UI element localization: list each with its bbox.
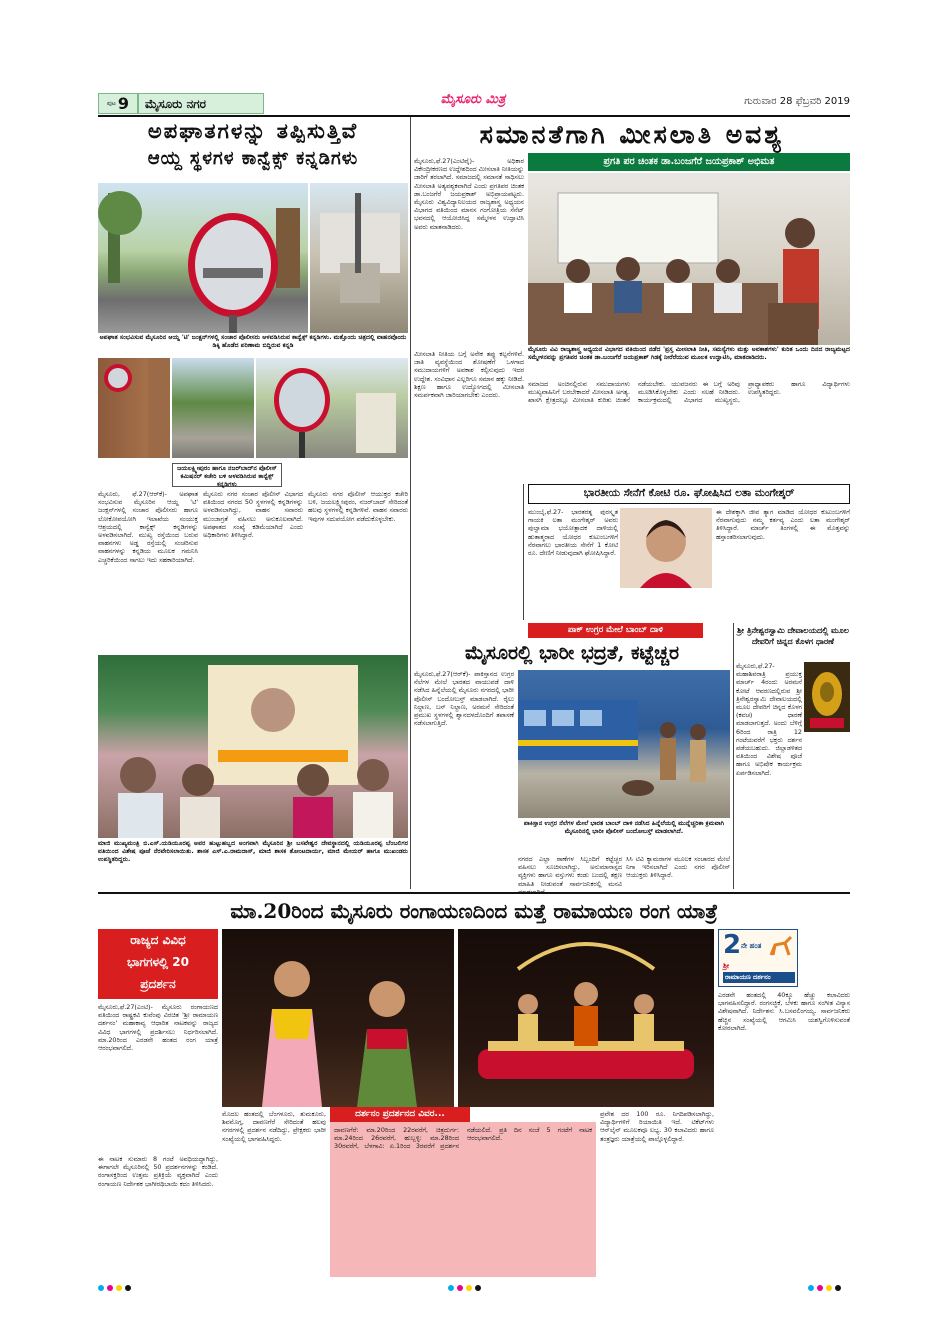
black-mark xyxy=(835,1285,841,1291)
ramayana-body-2: ಈ ನಾಟಕ ಸುಮಾರು 8 ಗಂಟೆ ಅವಧಿಯದ್ದಾಗಿದ್ದು, ಈಗಾಗಲೇ ಮೈಸೂರಿನಲ್ಲಿ 50 ಪ್ರದರ್ಶನಗಳನ್ನು ಕಂಡಿದೆ. ರಂಗಾಸಕ್ತರಿಂದ ಉತ್ತಮ ಪ್ರತಿಕ್ರಿಯೆ ವ್ಯಕ್ತವಾಗಿದೆ ಎಂದು ರಂಗಾಯಣ ನಿರ್ದೇಶಕ ಭಾಗೀರಥಿಬಾಯಿ ಕದಂ ತಿಳಿಸಿದರು. xyxy=(98,1155,218,1188)
section-label: ಮೈಸೂರು ನಗರ xyxy=(138,93,264,114)
print-marks-right xyxy=(808,1285,841,1291)
reservation-body-3: ಸಮಾಜದ ಅಂಚಿನಲ್ಲಿರುವ ಸಮುದಾಯಗಳು ಮುಖ್ಯವಾಹಿನಿಗೆ ಬರಬೇಕಾದರೆ ಮೀಸಲಾತಿ ಅಗತ್ಯ. ಖಾಸಗಿ ಕ್ಷೇತ್ರದಲ್ಲೂ ಮೀಸಲಾತಿ ಕುರಿತು ಚಿಂತನೆ ನಡೆಯಬೇಕು. ಯುವಜನರು ಈ ಬಗ್ಗೆ ಅರಿವು ಮೂಡಿಸಿಕೊಳ್ಳಬೇಕು ಎಂದು ಸಲಹೆ ನೀಡಿದರು. ಕಾರ್ಯಕ್ರಮದಲ್ಲಿ ವಿಭಾಗದ ಮುಖ್ಯಸ್ಥರು, ಪ್ರಾಧ್ಯಾಪಕರು ಹಾಗೂ ವಿದ್ಯಾರ್ಥಿಗಳು ಉಪಸ್ಥಿತರಿದ್ದರು. xyxy=(528,380,850,405)
ramayana-top-rule xyxy=(98,892,850,894)
side-head-line-2: ಭಾಗಗಳಲ್ಲಿ 20 xyxy=(127,955,189,969)
print-marks-center xyxy=(448,1285,481,1291)
photo-roadside-trees xyxy=(172,358,254,458)
security-kicker: ಪಾಕ್ ಉಗ್ರರ ಮೇಲೆ ಬಾಂಬ್ ದಾಳಿ xyxy=(528,623,703,638)
ramayana-body-3: ಮೊದಲ ಹಂತದಲ್ಲಿ ಬೆಂಗಳೂರು, ತುಮಕೂರು, ಶಿವಮೊಗ್ಗ, ದಾವಣಗೆರೆ ಸೇರಿದಂತೆ ಹಲವು ನಗರಗಳಲ್ಲಿ ಪ್ರದರ್ಶನ ನಡೆದಿದ್ದು, ಪ್ರೇಕ್ಷಕರು ಭಾರೀ ಸಂಖ್ಯೆಯಲ್ಲಿ ಭಾಗವಹಿಸಿದ್ದರು. xyxy=(222,1110,326,1143)
lata-body-1: ಮುಂಬೈ,ಫೆ.27- ಭಾರತರತ್ನ ಪುರಸ್ಕೃತ ಗಾಯಕಿ ಲತಾ ಮಂಗೇಶ್ಕರ್ ಅವರು ಪುಲ್ವಾಮಾ ಭಯೋತ್ಪಾದಕ ದಾಳಿಯಲ್ಲಿ ಹುತಾತ್ಮರಾದ ಯೋಧರ ಕುಟುಂಬಗಳಿಗೆ ನೆರವಾಗಲು ಭಾರತೀಯ ಸೇನೆಗೆ 1 ಕೋಟಿ ರೂ. ದೇಣಿಗೆ ನೀಡುವುದಾಗಿ ಘೋಷಿಸಿದ್ದಾರೆ. xyxy=(528,508,618,558)
magenta-mark xyxy=(457,1285,463,1291)
photo-temple-idol xyxy=(804,662,850,732)
mirror-headline-1: ಅಪಘಾತಗಳನ್ನು ತಪ್ಪಿಸುತ್ತಿವೆ xyxy=(147,118,359,143)
yellow-mark xyxy=(116,1285,122,1291)
black-mark xyxy=(125,1285,131,1291)
left-column-divider xyxy=(410,117,411,889)
black-mark xyxy=(475,1285,481,1291)
magenta-mark xyxy=(817,1285,823,1291)
reservation-subhead: ಪ್ರಗತಿ ಪರ ಚಿಂತಕ ಡಾ.ಬಂಜಗೆರೆ ಜಯಪ್ರಕಾಶ್ ಅಭಿಮತ xyxy=(528,153,850,171)
temple-headline: ಶ್ರೀ ತ್ರಿನೇಶ್ವರಸ್ವಾಮಿ ದೇವಾಲಯದಲ್ಲಿ ಮೂಲ ದೇವರಿಗೆ ಚಿನ್ನದ ಕೊಳಗ ಧಾರಣೆ xyxy=(737,626,849,646)
paper-name: ಮೈಸೂರು ಮಿತ್ರ xyxy=(440,92,506,107)
deer-icon xyxy=(767,933,795,959)
badge-line-2: ರಾಮಾಯಣ ದರ್ಶನಂ xyxy=(723,972,795,983)
side-head-line-1: ರಾಜ್ಯದ ವಿವಿಧ xyxy=(130,933,186,947)
photo-convex-mirror-road xyxy=(98,183,308,333)
mirror-body-3: ಮೈಸೂರು ನಗರ ಪೊಲೀಸ್ ಆಯುಕ್ತರ ಕಚೇರಿ ಬಳಿ, ಜಯಲಕ್ಷ್ಮೀಪುರಂ, ನಜರ್‌ಬಾದ್ ಸೇರಿದಂತೆ ಹಲವು ಸ್ಥಳಗಳಲ್ಲಿ ಕನ್ನಡಿಗಳಿವೆ. ವಾಹನ ಸವಾರರು ಇವುಗಳ ಸದುಪಯೋಗ ಪಡೆದುಕೊಳ್ಳಬೇಕು. xyxy=(308,490,408,523)
badge-number: 2 xyxy=(723,930,742,960)
photo-ramayana-actors-1 xyxy=(222,929,454,1107)
ramayana-detail-title: ದರ್ಶನಂ ಪ್ರದರ್ಶನದ ವಿವರ... xyxy=(330,1107,470,1122)
page-number: 9 xyxy=(117,94,129,113)
event-caption: ಮಾಜಿ ಮುಖ್ಯಮಂತ್ರಿ ಬಿ.ಎಸ್.ಯಡಿಯೂರಪ್ಪ ಅವರ ಹುಟ್ಟುಹಬ್ಬದ ಅಂಗವಾಗಿ ಮೈಸೂರಿನ ಶ್ರೀ ಬಸವೇಶ್ವರ ದೇವಸ್ಥಾನದಲ್ಲಿ ಯಡಿಯೂರಪ್ಪ ಬೆಂಬಲಿಗರ ವತಿಯಿಂದ ವಿಶೇಷ ಪೂಜೆ ನೆರವೇರಿಸಲಾಯಿತು. ಶಾಸಕ ಎಸ್.ಎ.ರಾಮದಾಸ್, ಮಾಜಿ ಶಾಸಕ ತೋಂಟದಾರ್ಯ, ಮಾಜಿ ಮೇಯರ್ ಹಾಗೂ ಮುಖಂಡರು ಉಪಸ್ಥಿತರಿದ್ದರು. xyxy=(98,840,408,863)
photo-birthday-event xyxy=(98,655,408,838)
yellow-mark xyxy=(466,1285,472,1291)
mirror-caption-small: ಜಯಲಕ್ಷ್ಮೀಪುರಂ ಹಾಗೂ ನಜರ್‌ಬಾದ್‌ನ ಪೊಲೀಸ್ ಕಮಿಷನರ್ ಕಚೇರಿ ಬಳಿ ಅಳವಡಿಸಿರುವ ಕಾನ್ವೆಕ್ಸ್ ಕನ್ನಡಿಗಳು xyxy=(172,463,282,487)
photo-railway-station xyxy=(518,670,730,818)
ramayana-body-1: ಮೈಸೂರು,ಫೆ.27(ಎಂಟಿ)- ಮೈಸೂರು ರಂಗಾಯಣದ ವತಿಯಿಂದ ರಾಷ್ಟ್ರಕವಿ ಕುವೆಂಪು ವಿರಚಿತ 'ಶ್ರೀ ರಾಮಾಯಣ ದರ್ಶನಂ' ಮಹಾಕಾವ್ಯ ಆಧಾರಿತ ನಾಟಕವನ್ನು ರಾಜ್ಯದ ವಿವಿಧ ಭಾಗಗಳಲ್ಲಿ ಪ್ರದರ್ಶಿಸಲು ನಿರ್ಧರಿಸಲಾಗಿದೆ. ಮಾ.20ರಿಂದ ಎರಡನೇ ಹಂತದ ರಂಗ ಯಾತ್ರೆ ಆರಂಭವಾಗಲಿದೆ. xyxy=(98,1003,218,1053)
ramayana-side-head xyxy=(98,929,218,999)
magenta-mark xyxy=(107,1285,113,1291)
lata-divider xyxy=(523,484,524,620)
temple-body: ಮೈಸೂರು,ಫೆ.27- ಮಹಾಶಿವರಾತ್ರಿ ಪ್ರಯುಕ್ತ ಮಾರ್ಚ್ 4ರಂದು ಅರಮನೆ ಕೋಟೆ ಆವರಣದಲ್ಲಿರುವ ಶ್ರೀ ತ್ರಿನೇಶ್ವರಸ್ವಾಮಿ ದೇವಾಲಯದಲ್ಲಿ ಮೂಲ ದೇವರಿಗೆ ಚಿನ್ನದ ಕೊಳಗ (ಕವಚ) ಧಾರಣೆ ಮಾಡಲಾಗುತ್ತದೆ. ಅಂದು ಬೆಳಿಗ್ಗೆ 6ರಿಂದ ರಾತ್ರಿ 12 ಗಂಟೆಯವರೆಗೆ ಭಕ್ತರು ದರ್ಶನ ಪಡೆಯಬಹುದು. ಜಿಲ್ಲಾಡಳಿತದ ವತಿಯಿಂದ ವಿಶೇಷ ಪೂಜೆ ಹಾಗೂ ಅಭಿಷೇಕ ಕಾರ್ಯಕ್ರಮ ಏರ್ಪಡಿಸಲಾಗಿದೆ. xyxy=(736,662,802,777)
page-prefix: ಪುಟ xyxy=(107,99,116,107)
cyan-mark xyxy=(448,1285,454,1291)
ramayana-body-6: ಎರಡನೇ ಹಂತದಲ್ಲಿ 40ಕ್ಕೂ ಹೆಚ್ಚು ಕಲಾವಿದರು ಭಾಗವಹಿಸಲಿದ್ದಾರೆ. ರಂಗಸಜ್ಜಿಕೆ, ಬೆಳಕು ಹಾಗೂ ಸಂಗೀತ ವಿನ್ಯಾಸ ವಿಶೇಷವಾಗಿದೆ. ನಿರ್ದೇಶನ: ಸಿ.ಬಸವಲಿಂಗಯ್ಯ. ಸಾರ್ವಜನಿಕರು ಹೆಚ್ಚಿನ ಸಂಖ್ಯೆಯಲ್ಲಿ ಆಗಮಿಸಿ ಯಶಸ್ವಿಗೊಳಿಸುವಂತೆ ಕೋರಲಾಗಿದೆ. xyxy=(718,991,850,1032)
ramayana-headline: ಮಾ.20ರಿಂದ ಮೈಸೂರು ರಂಗಾಯಣದಿಂದ ಮತ್ತೆ ರಾಮಾಯಣ ರಂಗ ಯಾತ್ರೆ xyxy=(230,899,718,923)
issue-date: ಗುರುವಾರ 28 ಫೆಬ್ರವರಿ 2019 xyxy=(744,96,850,107)
print-marks-left xyxy=(98,1285,131,1291)
lata-headline: ಭಾರತೀಯ ಸೇನೆಗೆ ಕೋಟಿ ರೂ. ಘೋಷಿಸಿದ ಲತಾ ಮಂಗೇಶ್ಕರ್ xyxy=(528,484,850,504)
cyan-mark xyxy=(98,1285,104,1291)
reservation-headline: ಸಮಾನತೆಗಾಗಿ ಮೀಸಲಾತಿ ಅವಶ್ಯ xyxy=(479,120,785,149)
security-body-3: ಸಿಸಿ ಟಿವಿ ಕ್ಯಾಮರಾಗಳ ಮೂಲಕ ಸಂಚಾರದ ಮೇಲೆ ನಿಗಾ ಇರಿಸಲಾಗಿದೆ ಎಂದು ನಗರ ಪೊಲೀಸ್ ಆಯುಕ್ತರು ತಿಳಿಸಿದ್ದಾರೆ. xyxy=(626,855,730,880)
badge-suffix: ನೇ ಹಂತ xyxy=(741,942,762,950)
side-head-line-3: ಪ್ರದರ್ಶನ xyxy=(140,977,176,991)
security-caption: ಪಾಕಿಸ್ತಾನ ಉಗ್ರರ ನೆಲೆಗಳ ಮೇಲೆ ಭಾರತ ಬಾಂಬ್ ದಾಳಿ ನಡೆಸಿದ ಹಿನ್ನೆಲೆಯಲ್ಲಿ ಮುನ್ನೆಚ್ಚರಿಕಾ ಕ್ರಮವಾಗಿ ಮೈಸೂರಿನಲ್ಲಿ ಭಾರೀ ಪೊಲೀಸ್ ಬಂದೋಬಸ್ತ್ ಮಾಡಲಾಗಿದೆ. xyxy=(523,820,725,835)
cyan-mark xyxy=(808,1285,814,1291)
ramayana-body-4: ದಾವಣಗೆರೆ: ಮಾ.20ರಿಂದ 22ರವರೆಗೆ, ಚಿತ್ರದುರ್ಗ: ಮಾ.24ರಿಂದ 26ರವರೆಗೆ, ಹುಬ್ಬಳ್ಳಿ: ಮಾ.28ರಿಂದ 30ರವರೆಗೆ, ಬೆಳಗಾವಿ: ಏ.1ರಿಂದ 3ರವರೆಗೆ ಪ್ರದರ್ಶನ ನಡೆಯಲಿದೆ. ಪ್ರತಿ ದಿನ ಸಂಜೆ 5 ಗಂಟೆಗೆ ನಾಟಕ ಆರಂಭವಾಗಲಿದೆ. xyxy=(334,1126,592,1151)
security-headline: ಮೈಸೂರಲ್ಲಿ ಭಾರೀ ಭದ್ರತೆ, ಕಟ್ಟೆಚ್ಚರ xyxy=(464,642,680,664)
reservation-body-1: ಮೈಸೂರು,ಫೆ.27(ಎಂಟಿವೈ)- ಅಧಿಕಾರ ವಿಕೇಂದ್ರೀಕರಣದ ಉದ್ದೇಶದಿಂದ ಮೀಸಲಾತಿ ನೀತಿಯನ್ನು ಜಾರಿಗೆ ತರಲಾಗಿದೆ. ಸಮಾಜದಲ್ಲಿ ಸಮಾನತೆ ಸಾಧಿಸಲು ಮೀಸಲಾತಿ ಅತ್ಯವಶ್ಯಕವಾಗಿದೆ ಎಂದು ಪ್ರಗತಿಪರ ಚಿಂತಕ ಡಾ.ಬಂಜಗೆರೆ ಜಯಪ್ರಕಾಶ್ ಅಭಿಪ್ರಾಯಪಟ್ಟರು. ಮೈಸೂರು ವಿಶ್ವವಿದ್ಯಾನಿಲಯದ ರಾಜ್ಯಶಾಸ್ತ್ರ ಅಧ್ಯಯನ ವಿಭಾಗದ ವತಿಯಿಂದ ಮಾನಸ ಗಂಗೋತ್ರಿಯ ಸೆನೆಟ್ ಭವನದಲ್ಲಿ ಆಯೋಜಿಸಿದ್ದ ಸಮ್ಮೇಳನ ಉದ್ಘಾಟಿಸಿ ಅವರು ಮಾತನಾಡಿದರು. xyxy=(414,157,524,231)
badge-line-1: ಶ್ರೀ xyxy=(723,962,730,970)
reservation-caption: ಮೈಸೂರು ವಿವಿ ರಾಜ್ಯಶಾಸ್ತ್ರ ಅಧ್ಯಯನ ವಿಭಾಗದ ವತಿಯಿಂದ ನಡೆದ 'ಪ್ರಸ್ತ ಮೀಸಲಾತಿ ನೀತಿ, ಸಮಸ್ಯೆಗಳು ಮತ್ತು ಅವಕಾಶಗಳು' ಕುರಿತ ಒಂದು ದಿನದ ರಾಜ್ಯಮಟ್ಟದ ಸಮ್ಮೇಳನವನ್ನು ಪ್ರಗತಿಪರ ಚಿಂತಕ ಡಾ.ಬಂಜಗೆರೆ ಜಯಪ್ರಕಾಶ್ ಗಿಡಕ್ಕೆ ನೀರೆರೆಯುವ ಮೂಲಕ ಉದ್ಘಾಟಿಸಿ, ಮಾತನಾಡಿದರು. xyxy=(528,346,850,361)
photo-lata-mangeshkar xyxy=(620,508,712,588)
temple-divider xyxy=(733,623,734,889)
mirror-body-2: ಮೈಸೂರು ನಗರ ಸಂಚಾರ ಪೊಲೀಸ್ ವಿಭಾಗದ ವತಿಯಿಂದ ನಗರದ 50 ಸ್ಥಳಗಳಲ್ಲಿ ಕನ್ನಡಿಗಳನ್ನು ಅಳವಡಿಸಲಾಗಿದ್ದು, ವಾಹನ ಸವಾರರು ಮುಂಜಾಗ್ರತೆ ವಹಿಸಲು ಅನುಕೂಲವಾಗಿದೆ. ಅಪಘಾತದ ಸಂಖ್ಯೆ ಕಡಿಮೆಯಾಗಿದೆ ಎಂದು ಅಧಿಕಾರಿಗಳು ತಿಳಿಸಿದ್ದಾರೆ. xyxy=(203,490,303,540)
photo-tree-mirror xyxy=(98,358,170,458)
photo-ramayana-stage xyxy=(458,929,714,1107)
reservation-body-2: ಮೀಸಲಾತಿ ನೀತಿಯ ಬಗ್ಗೆ ಅನೇಕ ತಪ್ಪು ಕಲ್ಪನೆಗಳಿವೆ. ಜಾತಿ ವ್ಯವಸ್ಥೆಯಿಂದ ಶೋಷಣೆಗೆ ಒಳಗಾದ ಸಮುದಾಯಗಳಿಗೆ ಅವಕಾಶ ಕಲ್ಪಿಸುವುದು ಇದರ ಉದ್ದೇಶ. ಸಂವಿಧಾನ ಎಲ್ಲರಿಗೂ ಸಮಾನ ಹಕ್ಕು ನೀಡಿದೆ. ಶಿಕ್ಷಣ ಹಾಗೂ ಉದ್ಯೋಗದಲ್ಲಿ ಮೀಸಲಾತಿ ಸಮರ್ಪಕವಾಗಿ ಜಾರಿಯಾಗಬೇಕು ಎಂದರು. xyxy=(414,350,524,400)
lata-body-2: ಈ ದೇಶಕ್ಕಾಗಿ ಜೀವ ತ್ಯಾಗ ಮಾಡಿದ ಯೋಧರ ಕುಟುಂಬಗಳಿಗೆ ನೆರವಾಗುವುದು ನಮ್ಮ ಕರ್ತವ್ಯ ಎಂದು ಲತಾ ಮಂಗೇಶ್ಕರ್ ತಿಳಿಸಿದ್ದಾರೆ. ಮಾರ್ಚ್ ತಿಂಗಳಲ್ಲಿ ಈ ಮೊತ್ತವನ್ನು ಹಸ್ತಾಂತರಿಸಲಾಗುವುದು. xyxy=(716,508,850,541)
mirror-headline-2: ಆಯ್ದ ಸ್ಥಳಗಳ ಕಾನ್ವೆಕ್ಸ್ ಕನ್ನಡಿಗಳು xyxy=(147,148,359,169)
yellow-mark xyxy=(826,1285,832,1291)
photo-street-mirror xyxy=(256,358,408,458)
ramayana-body-5: ಪ್ರವೇಶ ದರ 100 ರೂ. ನಿಗದಿಪಡಿಸಲಾಗಿದ್ದು, ವಿದ್ಯಾರ್ಥಿಗಳಿಗೆ ರಿಯಾಯಿತಿ ಇದೆ. ಟಿಕೆಟ್‌ಗಳು ಆನ್‌ಲೈನ್ ಮೂಲಕವೂ ಲಭ್ಯ. 30 ಕಲಾವಿದರು ಹಾಗೂ ತಂತ್ರಜ್ಞರು ಯಾತ್ರೆಯಲ್ಲಿ ಪಾಲ್ಗೊಳ್ಳಲಿದ್ದಾರೆ. xyxy=(600,1110,714,1143)
mirror-body-1: ಮೈಸೂರು, ಫೆ.27(ಆರ್‌ಕೆ)- ಅಪಘಾತ ಸಂಭವಿಸುವ ಮೈಸೂರಿನ ಆಯ್ದ 'ಟಿ' ಜಂಕ್ಷನ್‌ಗಳಲ್ಲಿ ಸಂಚಾರ ಪೊಲೀಸರು ಹಾಗೂ ಲೋಕೋಪಯೋಗಿ ಇಲಾಖೆಯ ಸಂಯುಕ್ತ ಆಶ್ರಯದಲ್ಲಿ ಕಾನ್ವೆಕ್ಸ್ ಕನ್ನಡಿಗಳನ್ನು ಅಳವಡಿಸಲಾಗಿದೆ. ಮುಖ್ಯ ರಸ್ತೆಯಿಂದ ಬರುವ ವಾಹನಗಳು ಅಡ್ಡ ರಸ್ತೆಯಲ್ಲಿ ಸಂಚರಿಸುವ ವಾಹನಗಳನ್ನು ಕನ್ನಡಿಯ ಮೂಲಕ ಗಮನಿಸಿ ಎಚ್ಚರಿಕೆಯಿಂದ ಸಾಗಲು ಇದು ಸಹಕಾರಿಯಾಗಿದೆ. xyxy=(98,490,198,564)
security-body-1: ಮೈಸೂರು,ಫೆ.27(ಆರ್‌ಕೆ)- ಪಾಕಿಸ್ತಾನದ ಉಗ್ರರ ನೆಲೆಗಳ ಮೇಲೆ ಭಾರತದ ವಾಯುಪಡೆ ದಾಳಿ ನಡೆಸಿದ ಹಿನ್ನೆಲೆಯಲ್ಲಿ ಮೈಸೂರು ನಗರದಲ್ಲಿ ಭಾರೀ ಪೊಲೀಸ್ ಬಂದೋಬಸ್ತ್ ಮಾಡಲಾಗಿದೆ. ರೈಲು ನಿಲ್ದಾಣ, ಬಸ್ ನಿಲ್ದಾಣ, ಅರಮನೆ ಸೇರಿದಂತೆ ಪ್ರಮುಖ ಸ್ಥಳಗಳಲ್ಲಿ ಶ್ವಾನದಳದೊಂದಿಗೆ ತಪಾಸಣೆ ನಡೆಸಲಾಗುತ್ತಿದೆ. xyxy=(414,670,514,728)
ramayana-badge xyxy=(718,929,798,987)
photo-seminar xyxy=(528,173,850,345)
ramayana-detail-box xyxy=(330,1122,596,1277)
mirror-caption-main: ಅಪಘಾತ ಸಂಭವಿಸುವ ಮೈಸೂರಿನ ಆಯ್ದ 'ಟಿ' ಜಂಕ್ಷನ್‌ಗಳಲ್ಲಿ ಸಂಚಾರ ಪೊಲೀಸರು ಅಳವಡಿಸಿರುವ ಕಾನ್ವೆಕ್ಸ್ ಕನ್ನಡಿಗಳು. ಮತ್ತೊಂದು ಚಿತ್ರದಲ್ಲಿ ವಾಹನವೊಂದು ಡಿಕ್ಕಿ ಹೊಡೆದ ಪರಿಣಾಮ ಬಿದ್ದಿರುವ ಕನ್ನಡಿ xyxy=(99,334,407,349)
page-number-box xyxy=(98,93,138,114)
security-body-2: ನಗರದ ಎಲ್ಲಾ ಠಾಣೆಗಳ ಸಿಬ್ಬಂದಿಗೆ ಕಟ್ಟೆಚ್ಚರ ವಹಿಸಲು ಸೂಚಿಸಲಾಗಿದ್ದು, ಅನುಮಾನಾಸ್ಪದ ವ್ಯಕ್ತಿಗಳು ಹಾಗೂ ವಸ್ತುಗಳು ಕಂಡು ಬಂದಲ್ಲಿ ತಕ್ಷಣ ಮಾಹಿತಿ ನೀಡುವಂತೆ ಸಾರ್ವಜನಿಕರಲ್ಲಿ ಮನವಿ xyxy=(518,855,622,888)
photo-fallen-mirror xyxy=(310,183,408,333)
